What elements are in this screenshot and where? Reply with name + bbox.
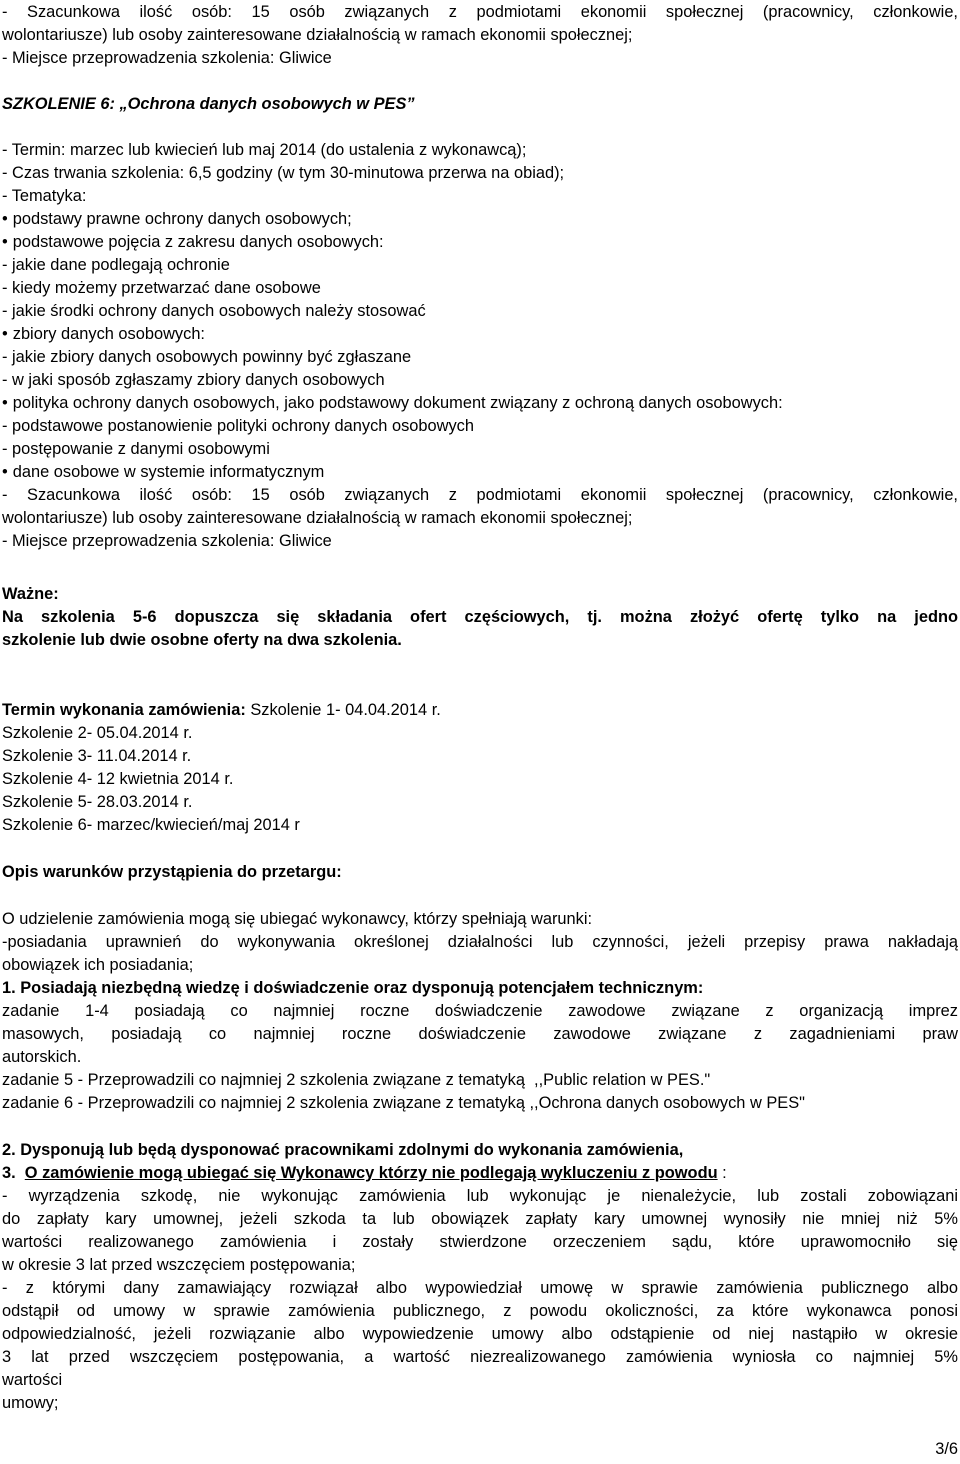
exclusion-line: - z którymi dany zamawiający rozwiązał albo wypowiedział umowę w sprawie zamówienia publicznego albo [2,1279,958,1297]
training-6-duration: - Czas trwania szkolenia: 6,5 godziny (w tym 30-minutowa przerwa na obiad); [2,164,565,182]
exclusion-line: odpowiedzialność, jeżeli rozwiązanie albo wypowiedzenie umowy albo odstąpienie od niej nastąpiło w okresie [2,1325,958,1343]
condition-3-colon: : [717,1164,727,1182]
important-note-line-1: Na szkolenia 5-6 dopuszcza się składania ofert częściowych, tj. można złożyć ofertę tylko na jedno [2,608,958,626]
condition-1-line: masowych, posiadają co najmniej roczne doświadczenie zawodowe związane z zagadnieniami praw [2,1025,958,1043]
topic-subitem: - jakie dane podlegają ochronie [2,256,230,274]
conditions-heading: Opis warunków przystąpienia do przetargu: [2,863,342,881]
topic-item: • polityka ochrony danych osobowych, jako podstawowy dokument związany z ochroną danych osobowych: [2,393,783,413]
term-item: Szkolenie 6- marzec/kwiecień/maj 2014 r [2,816,300,834]
condition-3-title: O zamówienie mogą ubiegać się Wykonawcy którzy nie podlegają wykluczeniu z powodu [24,1164,718,1182]
condition-1-heading: 1. Posiadają niezbędną wiedzę i doświadczenie oraz dysponują potencjałem technicznym: [2,979,704,997]
training-location: - Miejsce przeprowadzenia szkolenia: Gliwice [2,49,332,67]
term-item: Szkolenie 2- 05.04.2014 r. [2,724,193,742]
training-6-topics-label: - Tematyka: [2,187,87,205]
exclusion-line: - wyrządzenia szkodę, nie wykonując zamówienia lub wykonując je nienależycie, lub zostali zobowiązani [2,1187,958,1205]
topic-item: • podstawy prawne ochrony danych osobowych; [2,209,352,229]
execution-term [2,700,441,720]
permissions-line-2: obowiązek ich posiadania; [2,956,194,974]
condition-3-heading [2,1163,727,1183]
important-note-line-2: szkolenie lub dwie osobne oferty na dwa szkolenia. [2,631,402,649]
participants-line-2: wolontariusze) lub osoby zainteresowane działalnością w ramach ekonomii społecznej; [2,509,633,527]
training-location: - Miejsce przeprowadzenia szkolenia: Gliwice [2,532,332,550]
exclusion-line: umowy; [2,1394,59,1412]
conditions-intro: O udzielenie zamówienia mogą się ubiegać wykonawcy, którzy spełniają warunki: [2,910,593,928]
participants-line-1: - Szacunkowa ilość osób: 15 osób związanych z podmiotami ekonomii społecznej (pracownicy, członkowie, [2,486,958,504]
exclusion-line: do zapłaty kary umownej, jeżeli szkoda ta lub obowiązek zapłaty kary umownej wynosiły nie mniej niż 5% [2,1210,958,1228]
participants-line-1: - Szacunkowa ilość osób: 15 osób związanych z podmiotami ekonomii społecznej (pracownicy, członkowie, [2,3,958,21]
permissions-line-1: -posiadania uprawnień do wykonywania określonej działalności lub czynności, jeżeli przepisy prawa nakładają [2,933,958,951]
training-6-term: - Termin: marzec lub kwiecień lub maj 2014 (do ustalenia z wykonawcą); [2,141,527,159]
topic-item: • zbiory danych osobowych: [2,324,205,344]
execution-term-label: Termin wykonania zamówienia: [2,701,246,719]
condition-1-line: autorskich. [2,1048,82,1066]
condition-2-heading: 2. Dysponują lub będą dysponować pracownikami zdolnymi do wykonania zamówienia, [2,1141,684,1159]
topic-subitem: - podstawowe postanowienie polityki ochrony danych osobowych [2,417,474,435]
exclusion-line: wartości [2,1371,63,1389]
page-number: 3/6 [935,1440,958,1458]
exclusion-line: w okresie 3 lat przed wszczęciem postępowania; [2,1256,356,1274]
document-page [2,0,958,1464]
topic-item: • dane osobowe w systemie informatycznym [2,462,324,482]
training-6-heading: SZKOLENIE 6: „Ochrona danych osobowych w PES” [2,95,415,113]
participants-line-2: wolontariusze) lub osoby zainteresowane działalnością w ramach ekonomii społecznej; [2,26,633,44]
topic-subitem: - kiedy możemy przetwarzać dane osobowe [2,279,321,297]
term-item: Szkolenie 3- 11.04.2014 r. [2,747,192,765]
topic-subitem: - postępowanie z danymi osobowymi [2,440,270,458]
topic-subitem: - jakie środki ochrony danych osobowych należy stosować [2,302,426,320]
term-item: Szkolenie 4- 12 kwietnia 2014 r. [2,770,234,788]
exclusion-line: wartości realizowanego zamówienia i zostały stwierdzone orzeczeniem sądu, które uprawomocniło się [2,1233,958,1251]
topic-item: • podstawowe pojęcia z zakresu danych osobowych: [2,232,384,252]
execution-term-first: Szkolenie 1- 04.04.2014 r. [245,701,441,719]
condition-1-line: zadanie 6 - Przeprowadzili co najmniej 2 szkolenia związane z tematyką ,,Ochrona danych osobowych w PES" [2,1094,805,1112]
important-label: Ważne: [2,585,59,603]
condition-3-number: 3. [2,1164,25,1182]
topic-subitem: - w jaki sposób zgłaszamy zbiory danych osobowych [2,371,385,389]
exclusion-line: odstąpił od umowy w sprawie zamówienia publicznego, z powodu okoliczności, za które wykonawca ponosi [2,1302,958,1320]
exclusion-line: 3 lat przed wszczęciem postępowania, a wartość niezrealizowanego zamówienia wyniosła co najmniej 5% [2,1348,958,1366]
condition-1-line: zadanie 1-4 posiadają co najmniej roczne doświadczenie zawodowe związane z organizacją imprez [2,1002,958,1020]
term-item: Szkolenie 5- 28.03.2014 r. [2,793,193,811]
condition-1-line: zadanie 5 - Przeprowadzili co najmniej 2 szkolenia związane z tematyką ,,Public relation w PES." [2,1071,711,1089]
topic-subitem: - jakie zbiory danych osobowych powinny być zgłaszane [2,348,412,366]
